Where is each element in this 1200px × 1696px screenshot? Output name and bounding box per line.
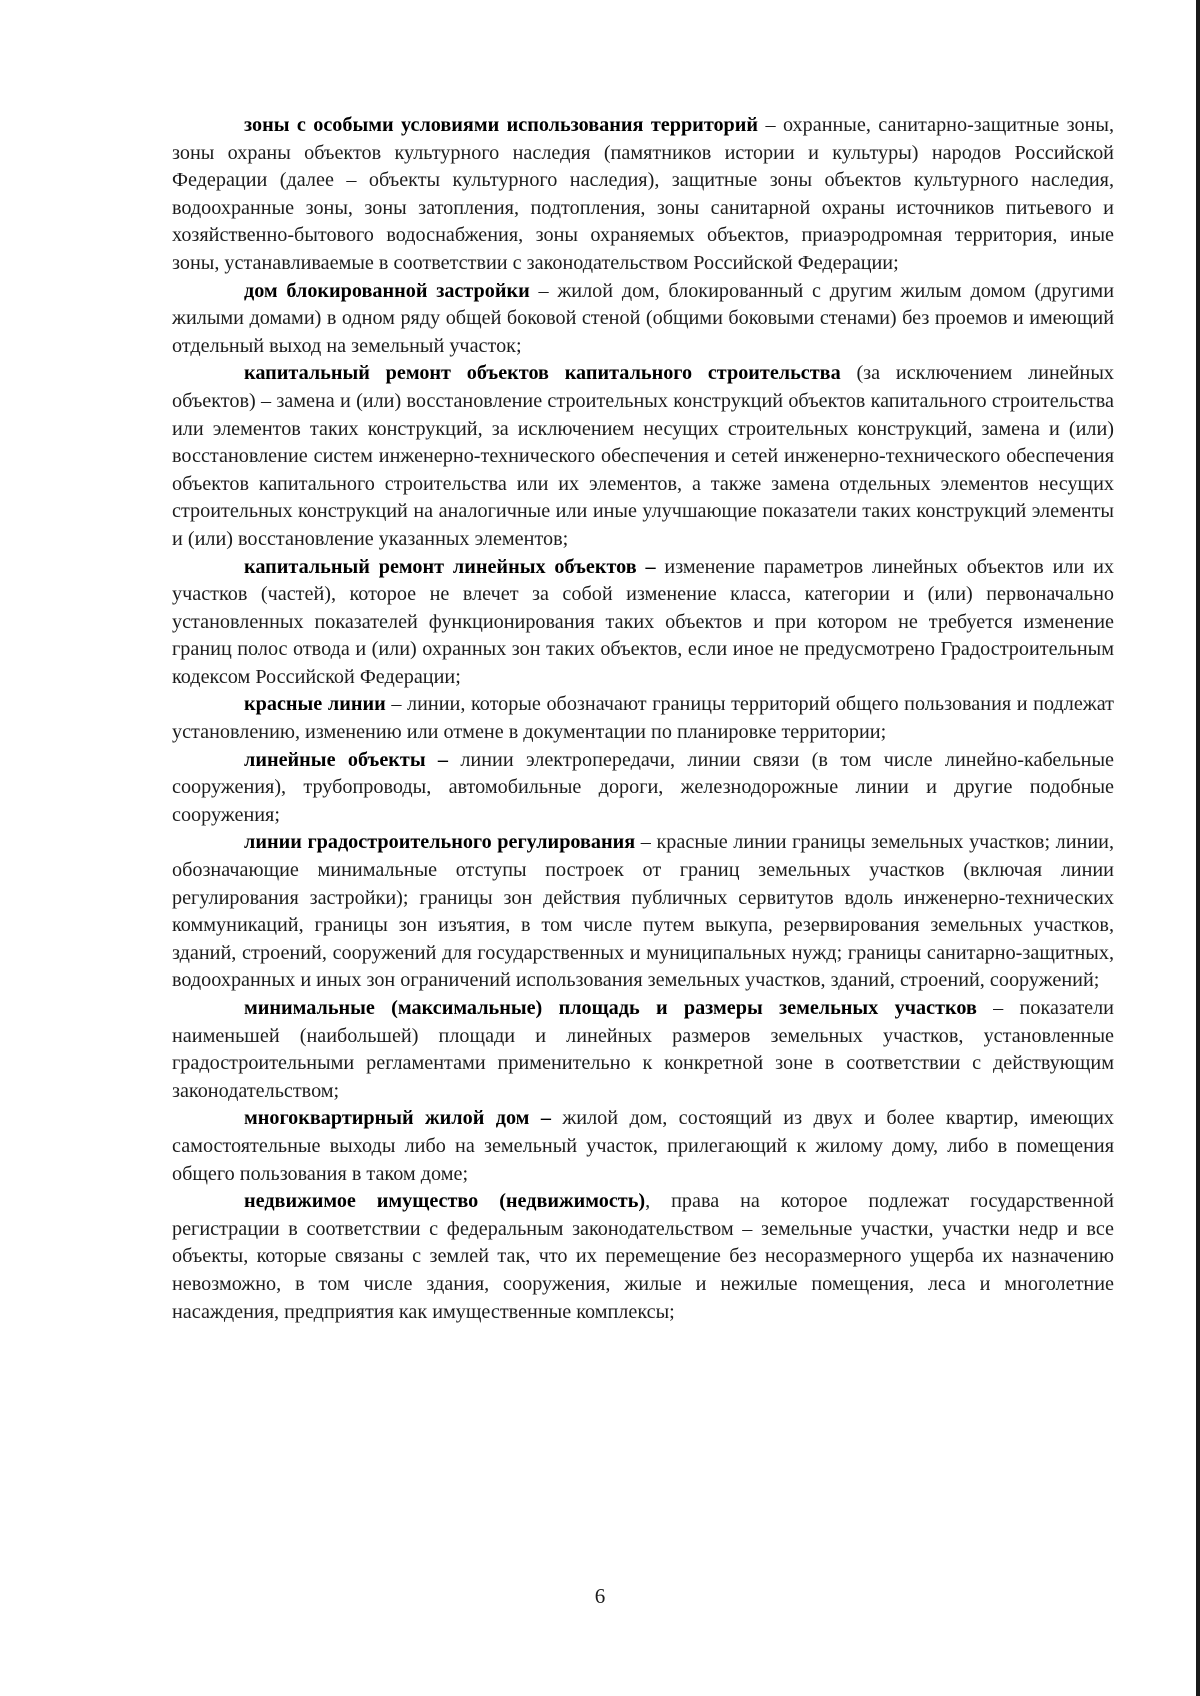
page-number: 6	[594, 1584, 606, 1608]
paragraph-real-estate	[172, 1188, 1114, 1326]
term-linear-objects: линейные объекты –	[244, 748, 449, 771]
paragraph-plot-size	[172, 995, 1114, 1105]
paragraph-capital-repair-linear	[172, 554, 1114, 692]
definition-real-estate: , права на которое подлежат государственной регистрации в соответствии с федеральным законодательством – земельные участки, участки недр и все объекты, которые связаны с землей так, что их перемещение без несоразмерного ущерба их назначению невозможно, в том числе здания, сооружения, жилые и нежилые помещения, леса и многолетние насаждения, предприятия как имущественные комплексы;	[172, 1190, 1114, 1323]
definition-plot-size: – показатели наименьшей (наибольшей) площади и линейных размеров земельных участков, установленные градостроительными регламентами применительно к конкретной зоне в соответствии с действующим законодательством;	[172, 997, 1114, 1102]
paragraph-zones-special-conditions	[172, 112, 1114, 278]
definition-apartment-building: жилой дом, состоящий из двух и более квартир, имеющих самостоятельные выходы либо на земельный участок, прилегающий к жилому дому, либо в помещения общего пользования в таком доме;	[172, 1107, 1114, 1185]
page-edge	[1196, 0, 1200, 1696]
definition-zones-special-conditions: – охранные, санитарно-защитные зоны, зоны охраны объектов культурного наследия (памятников истории и культуры) народов Российской Федерации (далее – объекты культурного наследия), защитные зоны объектов культурного наследия, водоохранные зоны, зоны затопления, подтопления, зоны санитарной охраны источников питьевого и хозяйственно-бытового водоснабжения, зоны охраняемых объектов, приаэродромная территория, иные зоны, устанавливаемые в соответствии с законодательством Российской Федерации;	[172, 114, 1115, 274]
definition-linear-objects: линии электропередачи, линии связи (в том числе линейно-кабельные сооружения), трубопроводы, автомобильные дороги, железнодорожные линии и другие подобные сооружения;	[172, 748, 1114, 826]
term-red-lines: красные линии	[244, 693, 386, 716]
term-plot-size: минимальные (максимальные) площадь и размеры земельных участков	[244, 997, 977, 1019]
definition-blocked-house: – жилой дом, блокированный с другим жилым домом (другими жилыми домами) в одном ряду общей боковой стеной (общими боковыми стенами) без проемов и имеющий отдельный выход на земельный участок;	[172, 279, 1114, 357]
document-body	[172, 112, 1114, 1326]
definition-capital-repair-linear: изменение параметров линейных объектов или их участков (частей), которое не влечет за собой изменение класса, категории и (или) первоначально установленных показателей функционирования таких объектов и при котором не требуется изменение границ полос отвода и (или) охранных зон таких объектов, если иное не предусмотрено Градостроительным кодексом Российской Федерации;	[172, 555, 1115, 688]
paragraph-linear-objects	[172, 747, 1114, 830]
term-apartment-building: многоквартирный жилой дом –	[244, 1107, 551, 1130]
paragraph-blocked-house	[172, 278, 1114, 361]
paragraph-apartment-building	[172, 1105, 1114, 1188]
definition-capital-repair-construction: (за исключением линейных объектов) – замена и (или) восстановление строительных конструкций объектов капитального строительства или элементов таких конструкций, за исключением несущих строительных конструкций, замена и (или) восстановление систем инженерно-технического обеспечения и сетей инженерно-технического обеспечения объектов капитального строительства или их элементов, а также замена отдельных элементов несущих строительных конструкций на аналогичные или иные улучшающие показатели таких конструкций элементы и (или) восстановление указанных элементов;	[172, 362, 1114, 550]
term-regulation-lines: линии градостроительного регулирования	[244, 831, 636, 854]
paragraph-regulation-lines	[172, 829, 1114, 995]
term-capital-repair-linear: капитальный ремонт линейных объектов –	[244, 555, 656, 578]
term-zones-special-conditions: зоны с особыми условиями использования территорий	[244, 114, 759, 136]
term-blocked-house: дом блокированной застройки	[244, 279, 530, 302]
definition-red-lines: – линии, которые обозначают границы территорий общего пользования и подлежат установлению, изменению или отмене в документации по планировке территории;	[172, 693, 1114, 744]
paragraph-red-lines	[172, 691, 1114, 746]
term-capital-repair-construction: капитальный ремонт объектов капитального строительства	[244, 362, 841, 385]
definition-regulation-lines: – красные линии границы земельных участков; линии, обозначающие минимальные отступы построек от границ земельных участков (включая линии регулирования застройки); границы зон действия публичных сервитутов вдоль инженерно-технических коммуникаций, границы зон изъятия, в том числе путем выкупа, резервирования земельных участков, зданий, строений, сооружений для государственных и муниципальных нужд; границы санитарно-защитных, водоохранных и иных зон ограничений использования земельных участков, зданий, строений, сооружений;	[172, 831, 1115, 992]
term-real-estate: недвижимое имущество (недвижимость)	[244, 1190, 646, 1213]
paragraph-capital-repair-construction	[172, 360, 1114, 553]
